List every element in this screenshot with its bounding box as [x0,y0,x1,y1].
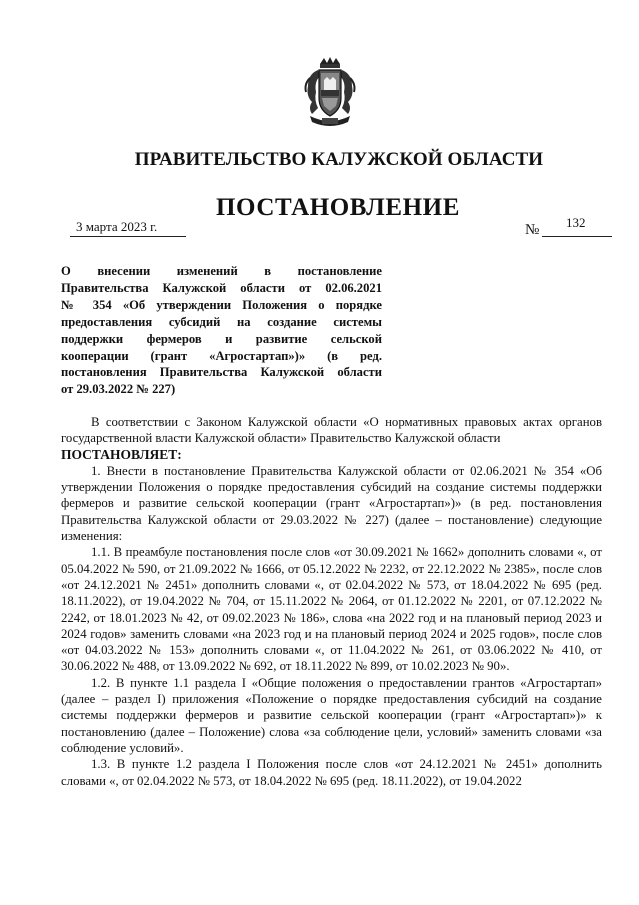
subject-line: № 354 «Об утверждении Положения о порядке [61,297,382,312]
document-number: 132 [566,215,586,230]
subject-line: кооперации (грант «Агростартап»)» (в ред. [61,348,382,363]
number-label: № [525,222,540,238]
number-underline [542,236,612,237]
subject-line: постановления Правительства Калужской области [61,365,382,380]
government-title: ПРАВИТЕЛЬСТВО КАЛУЖСКОЙ ОБЛАСТИ [134,149,544,170]
document-body [61,414,602,789]
document-type-title: ПОСТАНОВЛЕНИЕ [215,194,461,221]
subject-line: от 29.03.2022 № 227) [61,382,176,397]
subject-line: О внесении изменений в постановление [61,264,382,278]
coat-of-arms-kaluga-icon [302,56,358,128]
subject-line: предоставления субсидий на создание системы [61,314,382,329]
document-subject [61,263,382,398]
paragraph-1-2: 1.2. В пункте 1.1 раздела I «Общие положения о предоставлении грантов «Агростартап» (далее – раздел I) приложения «Положение о порядке предоставления субсидий на создание системы поддержки фермеров и развитие сельской кооперации (грант «Агростартап»)» к постановлению (далее – Положение) слова «за соблюдение цели, условий» заменить словами «за соблюдение условий». [61,675,602,755]
document-date: 3 марта 2023 г. [70,219,186,237]
decree-word: ПОСТАНОВЛЯЕТ: [61,446,182,462]
paragraph-1-3: 1.3. В пункте 1.2 раздела I Положения после слов «от 24.12.2021 № 2451» дополнить словами «, от 02.04.2022 № 573, от 18.04.2022 № 695 (ред. 18.11.2022), от 19.04.2022 [61,757,602,788]
paragraph-1-1: 1.1. В преамбуле постановления после слов «от 30.09.2021 № 1662» дополнить словами «, от 05.04.2022 № 590, от 21.09.2022 № 1666, от 05.12.2022 № 2232, от 22.12.2022 № 2385», после слов «от 24.12.2021 № 2451» дополнить словами «, от 02.04.2022 № 573, от 18.04.2022 № 695 (ред. 18.11.2022), от 19.04.2022 № 704, от 15.11.2022 № 2064, от 01.12.2022 № 2201, от 07.12.2022 № 2242, от 18.01.2023 № 42, от 09.02.2023 № 186», слова «на 2022 год и на плановый период 2023 и 2024 годов» заменить словами «на 2023 год и на плановый период 2024 и 2025 годов», после слов «от 04.03.2022 № 153» дополнить словами «, от 11.04.2022 № 261, от 03.06.2022 № 410, от 30.06.2022 № 488, от 13.09.2022 № 692, от 18.11.2022 № 899, от 10.02.2023 № 90». [61,545,602,674]
preamble-paragraph: В соответствии с Законом Калужской области «О нормативных правовых актах органов государственной власти Калужской области» Правительство Калужской области [61,415,602,446]
paragraph-1: 1. Внести в постановление Правительства Калужской области от 02.06.2021 № 354 «Об утверждении Положения о порядке предоставления субсидий на создание системы поддержки фермеров и развитие сельской кооперации (грант «Агростартап»)» (в ред. постановления Правительства Калужской области от 29.03.2022 № 227) (далее – постановление) следующие изменения: [61,463,602,544]
subject-line: поддержки фермеров и развитие сельской [61,331,382,346]
subject-line: Правительства Калужской области от 02.06.2021 [61,280,382,295]
